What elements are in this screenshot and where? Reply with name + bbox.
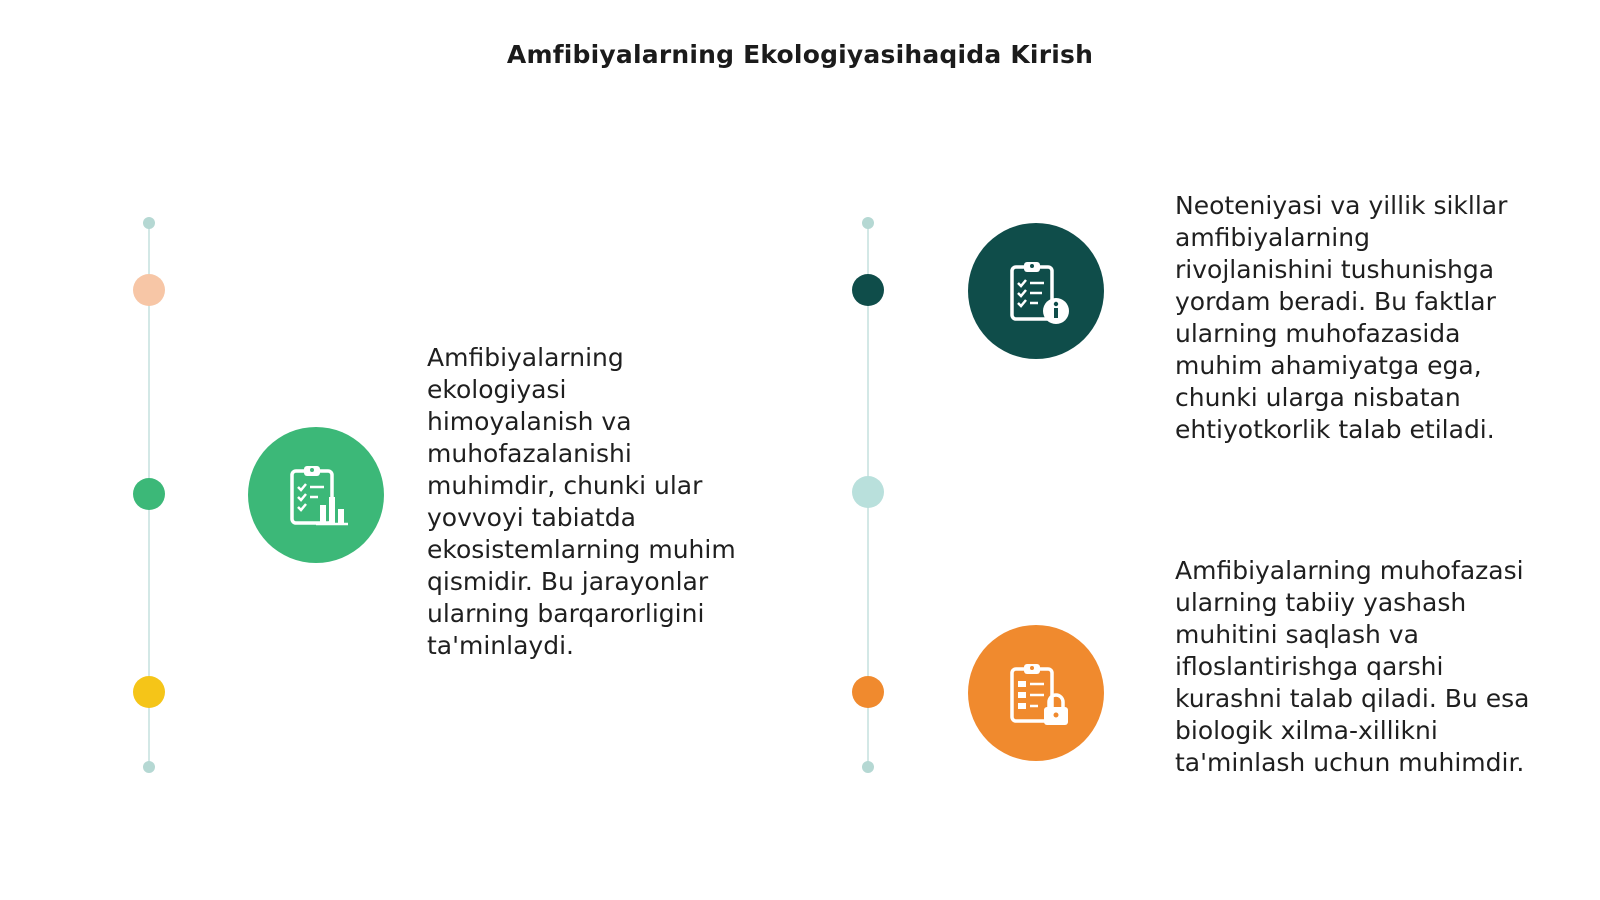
clipboard-chart-icon	[248, 427, 384, 563]
item-3-text: Amfibiyalarning muhofazasi ularning tabiiy yashash muhitini saqlash va ifloslantirishga qarshi kurashni talab qiladi. Bu esa biologik xilma-xillikni ta'minlash uchun muhimdir.	[1175, 556, 1530, 777]
left-timeline-dot-green	[133, 478, 165, 510]
item-1-text: Amfibiyalarning ekologiyasi himoyalanish va muhofazalanishi muhimdir, chunki ular yovvoyi tabiatda ekosistemlarning muhim qismidir. Bu jarayonlar ularning barqarorligini ta'minlaydi.	[427, 343, 736, 660]
left-timeline-end-dot-top	[143, 217, 155, 229]
right-timeline-dot-light-teal	[852, 476, 884, 508]
page-title: Amfibiyalarning Ekologiyasihaqida Kirish	[506, 40, 1094, 69]
clipboard-lock-glyph	[998, 655, 1074, 731]
right-timeline-dot-orange	[852, 676, 884, 708]
right-timeline-dot-dark-teal	[852, 274, 884, 306]
clipboard-info-glyph	[998, 253, 1074, 329]
clipboard-info-icon	[968, 223, 1104, 359]
left-timeline-end-dot-bottom	[143, 761, 155, 773]
item-2-text: Neoteniyasi va yillik sikllar amfibiyalarning rivojlanishini tushunishga yordam beradi. Bu faktlar ularning muhofazasida muhim ahamiyatga ega, chunki ularga nisbatan ehtiyotkorlik talab etiladi.	[1175, 191, 1508, 444]
right-timeline-end-dot-bottom	[862, 761, 874, 773]
left-timeline-dot-yellow	[133, 676, 165, 708]
clipboard-chart-glyph	[278, 457, 354, 533]
left-timeline-dot-peach	[133, 274, 165, 306]
clipboard-lock-icon	[968, 625, 1104, 761]
right-timeline-end-dot-top	[862, 217, 874, 229]
